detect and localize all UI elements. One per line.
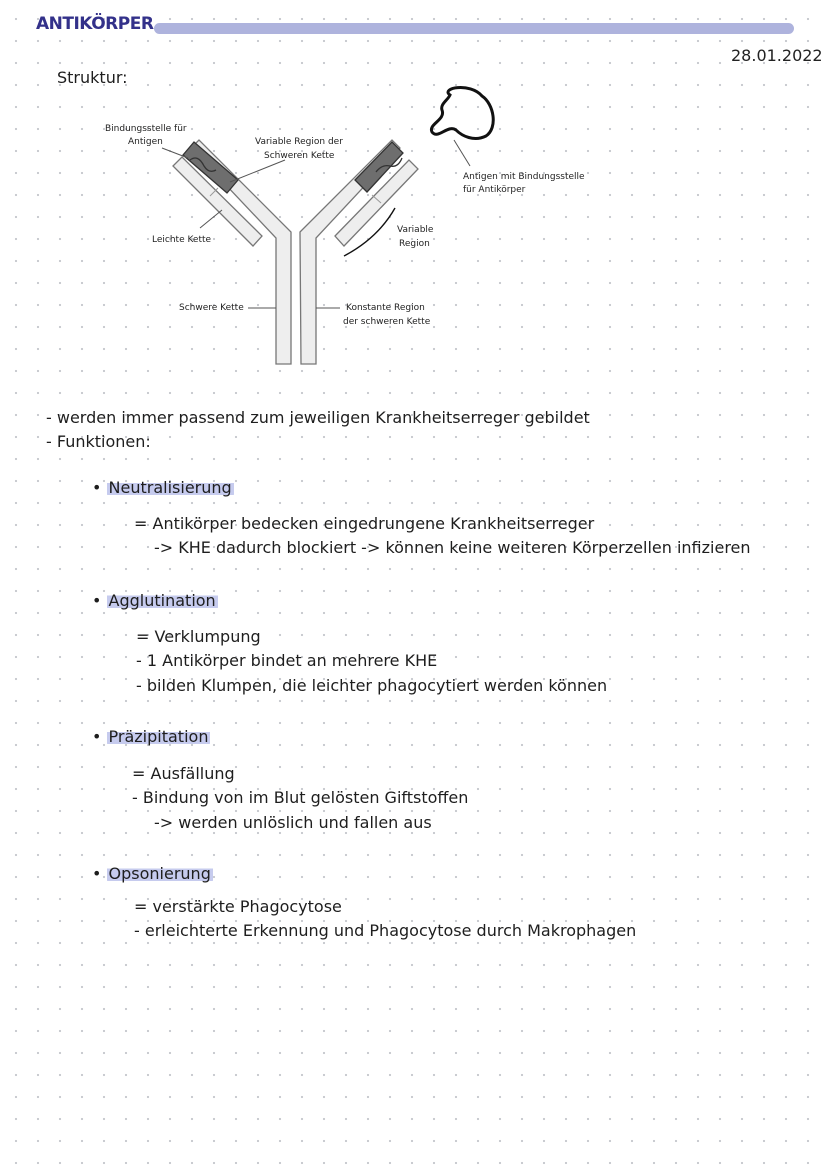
antigen-blob — [431, 88, 493, 139]
antibody-structure-diagram — [0, 0, 828, 380]
label-variable-heavy-1: Variable Region der — [255, 137, 343, 147]
function-name: Neutralisierung — [108, 478, 232, 497]
function-line: = verstärkte Phagocytose — [134, 897, 342, 916]
label-light-chain: Leichte Kette — [152, 235, 212, 245]
leader-antigen — [454, 140, 470, 166]
page-title: ANTIKÖRPER — [36, 14, 154, 34]
label-antigen-2: für Antikörper — [463, 185, 526, 195]
intro-line-1: - werden immer passend zum jeweiligen Krankheitserreger gebildet — [46, 408, 590, 427]
function-line: = Antikörper bedecken eingedrungene Krankheitserreger — [134, 514, 595, 533]
date-label: 28.01.2022 — [731, 46, 823, 65]
function-heading-neutralisierung: • Neutralisierung — [92, 478, 232, 497]
label-antigen-1: Antigen mit Bindungsstelle — [463, 172, 585, 182]
function-name: Agglutination — [108, 591, 216, 610]
label-variable-region-1: Variable — [397, 225, 434, 235]
label-constant-2: der schweren Kette — [343, 317, 431, 327]
function-heading-opsonierung: • Opsonierung — [92, 864, 211, 883]
intro-line-2: - Funktionen: — [46, 432, 151, 451]
leader-variable-heavy — [230, 160, 285, 182]
function-line: - Bindung von im Blut gelösten Giftstoffen — [132, 788, 469, 807]
label-variable-region-2: Region — [399, 239, 430, 249]
function-line: = Ausfällung — [132, 764, 235, 783]
label-constant-1: Konstante Region — [346, 303, 425, 313]
function-line: -> werden unlöslich und fallen aus — [154, 813, 432, 832]
function-line: = Verklumpung — [136, 627, 261, 646]
label-binding-site-1: Bindungsstelle für — [105, 124, 187, 134]
function-line: - 1 Antikörper bindet an mehrere KHE — [136, 651, 438, 670]
label-heavy-chain: Schwere Kette — [179, 303, 244, 313]
label-binding-site-2: Antigen — [128, 137, 163, 147]
function-name: Opsonierung — [108, 864, 211, 883]
leader-light-chain — [200, 210, 222, 228]
function-name: Präzipitation — [108, 727, 209, 746]
function-heading-agglutination: • Agglutination — [92, 591, 216, 610]
function-line: - erleichterte Erkennung und Phagocytose durch Makrophagen — [134, 921, 637, 940]
label-variable-heavy-2: Schweren Kette — [264, 151, 335, 161]
function-heading-praezipitation: • Präzipitation — [92, 727, 209, 746]
function-line: -> KHE dadurch blockiert -> können keine weiteren Körperzellen infizieren — [154, 538, 751, 557]
section-label-struktur: Struktur: — [57, 68, 128, 87]
function-line: - bilden Klumpen, die leichter phagocytiert werden können — [136, 676, 608, 695]
